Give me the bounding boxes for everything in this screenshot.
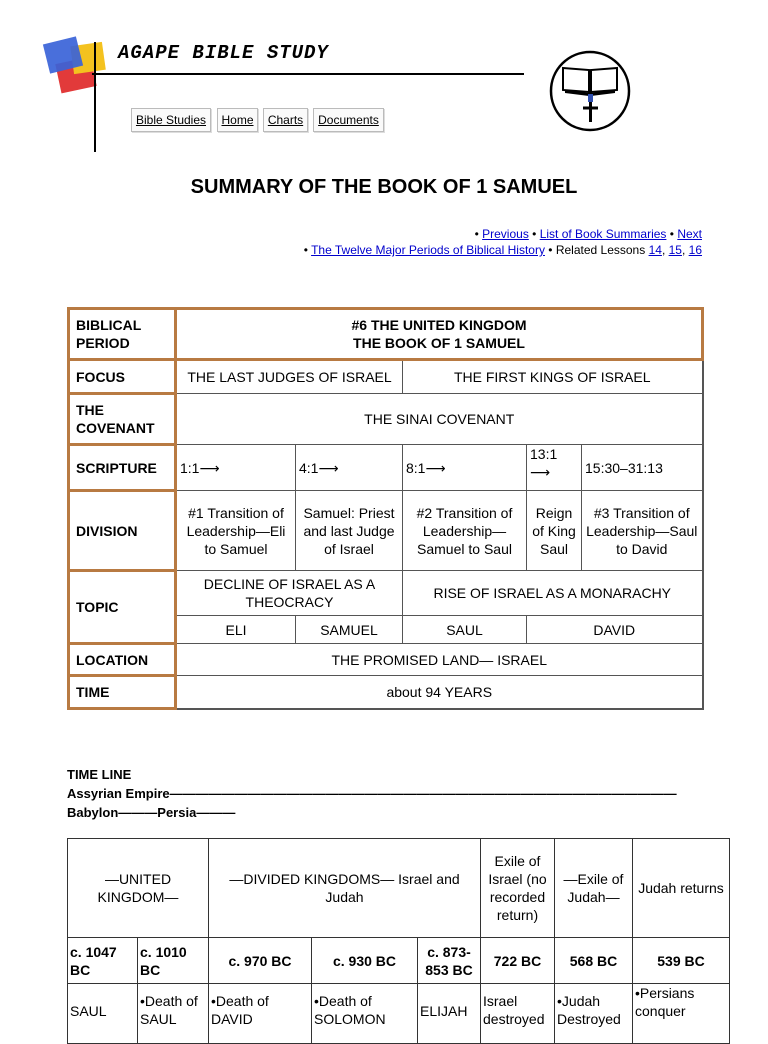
- table-row: [69, 309, 703, 360]
- focus-cell: THE FIRST KINGS OF ISRAEL: [403, 360, 703, 394]
- division-cell: Samuel: Priest and last Judge of Israel: [296, 491, 403, 571]
- bullet: •: [303, 243, 308, 257]
- scripture-cell: [176, 445, 296, 491]
- arrow-right-icon: ⟶: [530, 464, 551, 480]
- scripture-ref: 4:1: [299, 459, 319, 476]
- table-row: [69, 394, 703, 445]
- timeline-table: [67, 838, 730, 1044]
- summary-table: [67, 307, 704, 710]
- nav-charts[interactable]: Charts: [263, 108, 308, 132]
- bullet: •: [474, 227, 479, 241]
- scripture-cell: [403, 445, 527, 491]
- timeline-event-cell: •Death of SOLOMON: [312, 984, 418, 1044]
- timeline-event-cell: •Persians conquer: [633, 984, 730, 1044]
- scripture-ref: 8:1: [406, 459, 426, 476]
- division-cell: Reign of King Saul: [527, 491, 582, 571]
- table-row: [69, 571, 703, 616]
- time-cell: about 94 YEARS: [176, 676, 703, 709]
- table-row: [69, 445, 703, 491]
- timeline-header-cell: —UNITED KINGDOM—: [68, 839, 209, 938]
- topic-name-cell: DAVID: [527, 616, 703, 644]
- topic-name-cell: ELI: [176, 616, 296, 644]
- bullet: •: [548, 243, 553, 257]
- focus-cell: THE LAST JUDGES OF ISRAEL: [176, 360, 403, 394]
- nav-home[interactable]: Home: [217, 108, 258, 132]
- bible-cross-emblem-icon: [549, 50, 631, 132]
- scripture-cell: [527, 445, 582, 491]
- focus-label: FOCUS: [69, 360, 176, 394]
- timeline-event-cell: •Death of DAVID: [209, 984, 312, 1044]
- period-value: [176, 309, 703, 360]
- topic-name-cell: SAMUEL: [296, 616, 403, 644]
- table-row: [69, 491, 703, 571]
- related-lessons-label: Related Lessons: [555, 243, 646, 257]
- next-link[interactable]: Next: [677, 227, 702, 241]
- topic-label: TOPIC: [69, 571, 176, 644]
- bullet: •: [669, 227, 674, 241]
- lesson-16-link[interactable]: 16: [688, 243, 702, 257]
- covenant-label: THE COVENANT: [69, 394, 176, 445]
- book-summaries-link[interactable]: List of Book Summaries: [539, 227, 667, 241]
- topic-cell: RISE OF ISRAEL AS A MONARACHY: [403, 571, 703, 616]
- arrow-right-icon: ⟶: [425, 459, 446, 476]
- arrow-right-icon: ⟶: [318, 459, 339, 476]
- scripture-cell: [296, 445, 403, 491]
- covenant-cell: THE SINAI COVENANT: [176, 394, 703, 445]
- period-value-line-1: #6 THE UNITED KINGDOM: [351, 317, 527, 333]
- division-cell: #2 Transition of Leadership—Samuel to Saul: [403, 491, 527, 571]
- timeline-assyrian: Assyrian Empire———————————————————————————————————————: [67, 786, 677, 801]
- division-cell: #3 Transition of Leadership—Saul to David: [582, 491, 703, 571]
- nav-documents[interactable]: Documents: [313, 108, 384, 132]
- header-vertical-rule: [94, 42, 96, 152]
- arrow-right-icon: ⟶: [199, 459, 220, 476]
- nav-links-line-1: [475, 227, 702, 241]
- timeline-date-cell: 722 BC: [481, 938, 555, 984]
- timeline-date-cell: c. 970 BC: [209, 938, 312, 984]
- table-row: [68, 984, 730, 1044]
- timeline-date-cell: 539 BC: [633, 938, 730, 984]
- previous-link[interactable]: Previous: [482, 227, 529, 241]
- timeline-event-cell: SAUL: [68, 984, 138, 1044]
- bullet: •: [532, 227, 537, 241]
- scripture-ref: 1:1: [180, 459, 200, 476]
- page-title: SUMMARY OF THE BOOK OF 1 SAMUEL: [190, 176, 578, 198]
- period-value-line-2: THE BOOK OF 1 SAMUEL: [353, 335, 525, 351]
- period-label: BIBLICAL PERIOD: [69, 309, 176, 360]
- table-row: [68, 938, 730, 984]
- scripture-label: SCRIPTURE: [69, 445, 176, 491]
- lesson-14-link[interactable]: 14: [648, 243, 662, 257]
- division-cell: #1 Transition of Leadership—Eli to Samuel: [176, 491, 296, 571]
- timeline-event-cell: ELIJAH: [418, 984, 481, 1044]
- table-row: [69, 360, 703, 394]
- location-label: LOCATION: [69, 644, 176, 676]
- timeline-date-cell: c. 1010 BC: [138, 938, 209, 984]
- scripture-ref: 13:1: [530, 446, 558, 462]
- division-label: DIVISION: [69, 491, 176, 571]
- nav-bible-studies[interactable]: Bible Studies: [131, 108, 211, 132]
- topic-name-cell: SAUL: [403, 616, 527, 644]
- site-title: AGAPE BIBLE STUDY: [118, 42, 329, 64]
- timeline-date-cell: c. 930 BC: [312, 938, 418, 984]
- nav-links-line-2: • The Twelve Major Periods of Biblical History • Related Lessons 14, 15, 16: [303, 243, 702, 257]
- timeline-header-cell: —DIVIDED KINGDOMS— Israel and Judah: [209, 839, 481, 938]
- table-row: [68, 839, 730, 938]
- timeline-event-cell: •Death of SAUL: [138, 984, 209, 1044]
- table-row: [69, 676, 703, 709]
- table-row: [69, 644, 703, 676]
- scripture-cell: 15:30–31:13: [582, 445, 703, 491]
- biblical-periods-link[interactable]: The Twelve Major Periods of Biblical History: [311, 243, 545, 257]
- location-cell: THE PROMISED LAND— ISRAEL: [176, 644, 703, 676]
- timeline-event-cell: Israel destroyed: [481, 984, 555, 1044]
- header-horizontal-rule: [92, 73, 524, 75]
- timeline-babylon-persia: Babylon———Persia———: [67, 805, 236, 820]
- timeline-title: TIME LINE: [67, 767, 132, 782]
- timeline-date-cell: c. 1047 BC: [68, 938, 138, 984]
- time-label: TIME: [69, 676, 176, 709]
- timeline-header-cell: Exile of Israel (no recorded return): [481, 839, 555, 938]
- timeline-date-cell: c. 873-853 BC: [418, 938, 481, 984]
- timeline-date-cell: 568 BC: [555, 938, 633, 984]
- lesson-15-link[interactable]: 15: [668, 243, 682, 257]
- timeline-header-cell: —Exile of Judah—: [555, 839, 633, 938]
- timeline-event-cell: •Judah Destroyed: [555, 984, 633, 1044]
- topic-cell: DECLINE OF ISRAEL AS A THEOCRACY: [176, 571, 403, 616]
- timeline-header-cell: Judah returns: [633, 839, 730, 938]
